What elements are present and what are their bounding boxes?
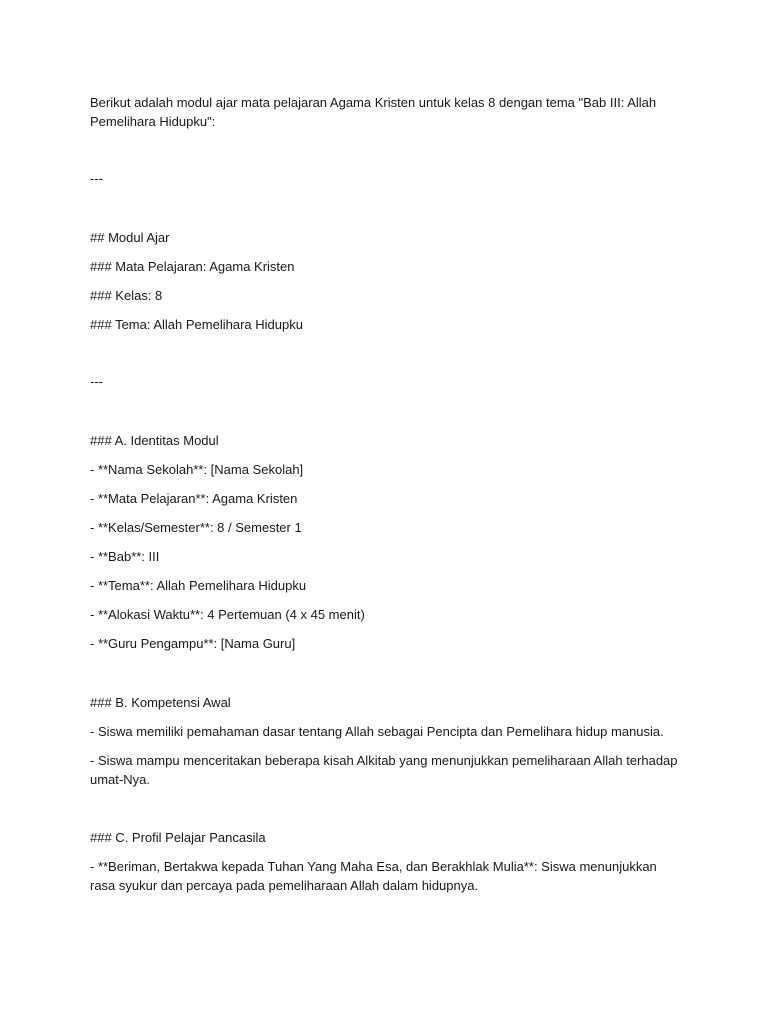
section-a-title: ### A. Identitas Modul <box>90 433 219 448</box>
separator-line: --- <box>90 171 103 186</box>
list-item: - **Mata Pelajaran**: Agama Kristen <box>90 491 298 506</box>
heading-kelas: ### Kelas: 8 <box>90 288 163 303</box>
list-item: - **Alokasi Waktu**: 4 Pertemuan (4 x 45 menit) <box>90 607 365 622</box>
list-item: - **Bab**: III <box>90 549 160 564</box>
list-item: - **Guru Pengampu**: [Nama Guru] <box>90 636 296 651</box>
list-item: - **Kelas/Semester**: 8 / Semester 1 <box>90 520 302 535</box>
heading-tema: ### Tema: Allah Pemelihara Hidupku <box>90 317 303 332</box>
list-item: - Siswa memiliki pemahaman dasar tentang Allah sebagai Pencipta dan Pemelihara hidup manusia. <box>90 724 664 739</box>
section-b-title: ### B. Kompetensi Awal <box>90 695 231 710</box>
heading-modul-ajar: ## Modul Ajar <box>90 230 170 245</box>
list-item: - **Tema**: Allah Pemelihara Hidupku <box>90 578 307 593</box>
intro-paragraph: Berikut adalah modul ajar mata pelajaran Agama Kristen untuk kelas 8 dengan tema "Bab III: Allah Pemelihara Hidupku": <box>90 95 657 129</box>
list-item: - Siswa mampu menceritakan beberapa kisah Alkitab yang menunjukkan pemeliharaan Allah terhadap umat-Nya. <box>90 753 678 787</box>
section-c-title: ### C. Profil Pelajar Pancasila <box>90 830 266 845</box>
heading-mata-pelajaran: ### Mata Pelajaran: Agama Kristen <box>90 259 295 274</box>
list-item: - **Nama Sekolah**: [Nama Sekolah] <box>90 462 304 477</box>
separator-line: --- <box>90 374 103 389</box>
list-item: - **Beriman, Bertakwa kepada Tuhan Yang Maha Esa, dan Berakhlak Mulia**: Siswa menunjukkan rasa syukur dan percaya pada pemeliharaan Allah dalam hidupnya. <box>90 859 657 893</box>
document-page <box>90 0 680 1024</box>
